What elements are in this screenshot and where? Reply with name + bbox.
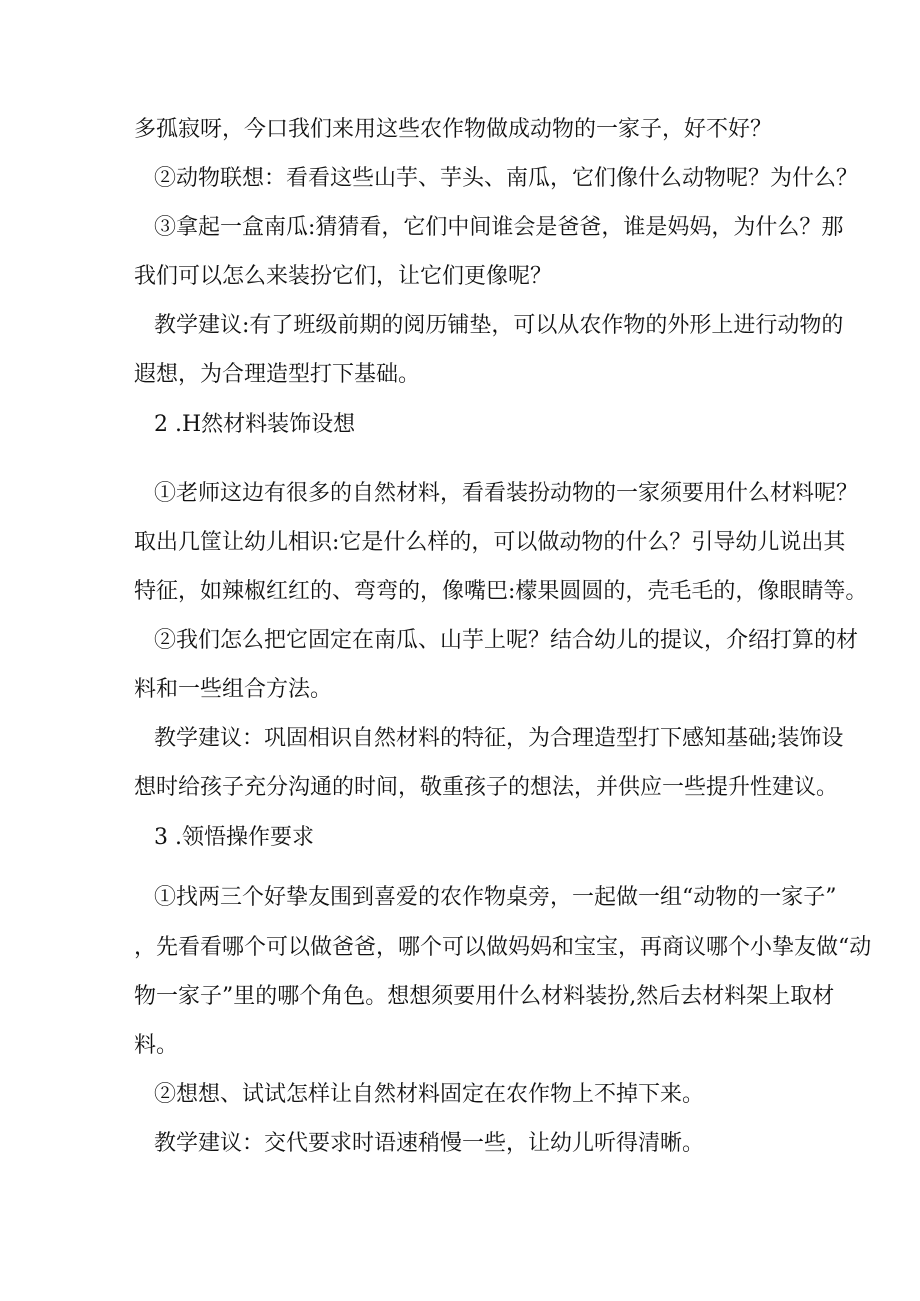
paragraph-line: 取出几筐让幼儿相识:它是什么样的，可以做动物的什么？引导幼儿说出其 <box>134 530 846 555</box>
paragraph-line: ②想想、试试怎样让自然材料固定在农作物上不掉下来。 <box>154 1082 705 1107</box>
paragraph-line: 多孤寂呀，今口我们来用这些农作物做成动物的一家子，好不好？ <box>134 117 773 142</box>
paragraph-line: 料。 <box>134 1033 179 1058</box>
section-heading: 3 .领悟操作要求 <box>154 825 314 850</box>
paragraph-line: ①找两三个好挚友围到喜爱的农作物桌旁，一起做一组“动物的一家子” <box>154 885 837 910</box>
paragraph-line: ②动物联想：看看这些山芋、芋头、南瓜，它们像什么动物呢？为什么？ <box>154 166 859 191</box>
paragraph-line: ①老师这边有很多的自然材料，看看装扮动物的一家须要用什么材料呢？ <box>154 481 859 506</box>
section-heading: 2 .H然材料装饰设想 <box>154 412 356 437</box>
paragraph-line: ，先看看哪个可以做爸爸，哪个可以做妈妈和宝宝，再商议哪个小挚友做“动 <box>134 935 872 960</box>
paragraph-line: 特征，如辣椒红红的、弯弯的，像嘴巴:檬果圆圆的，壳毛毛的，像眼睛等。 <box>134 579 868 604</box>
paragraph-line: 我们可以怎么来装扮它们，让它们更像呢？ <box>134 264 553 289</box>
paragraph-line: ③拿起一盒南瓜:猜猜看，它们中间谁会是爸爸，谁是妈妈，为什么？那 <box>154 215 844 240</box>
teaching-suggestion-line: 教学建议:有了班级前期的阅历铺垫，可以从农作物的外形上进行动物的 <box>154 313 844 338</box>
paragraph-line: ②我们怎么把它固定在南瓜、山芋上呢？结合幼儿的提议，介绍打算的材 <box>154 628 859 653</box>
paragraph-line: 想时给孩子充分沟通的时间，敬重孩子的想法，并供应一些提升性建议。 <box>134 775 839 800</box>
paragraph-line: 料和一些组合方法。 <box>134 677 333 702</box>
paragraph-line: 遐想，为合理造型打下基础。 <box>134 362 421 387</box>
paragraph-line: 物一家子”里的哪个角色。想想须要用什么材料装扮,然后去材料架上取材 <box>134 984 835 1009</box>
teaching-suggestion-line: 教学建议：交代要求时语速稍慢一些，让幼儿听得清晰。 <box>154 1131 705 1156</box>
teaching-suggestion-line: 教学建议：巩固相识自然材料的特征，为合理造型打下感知基础;装饰设 <box>154 726 844 751</box>
